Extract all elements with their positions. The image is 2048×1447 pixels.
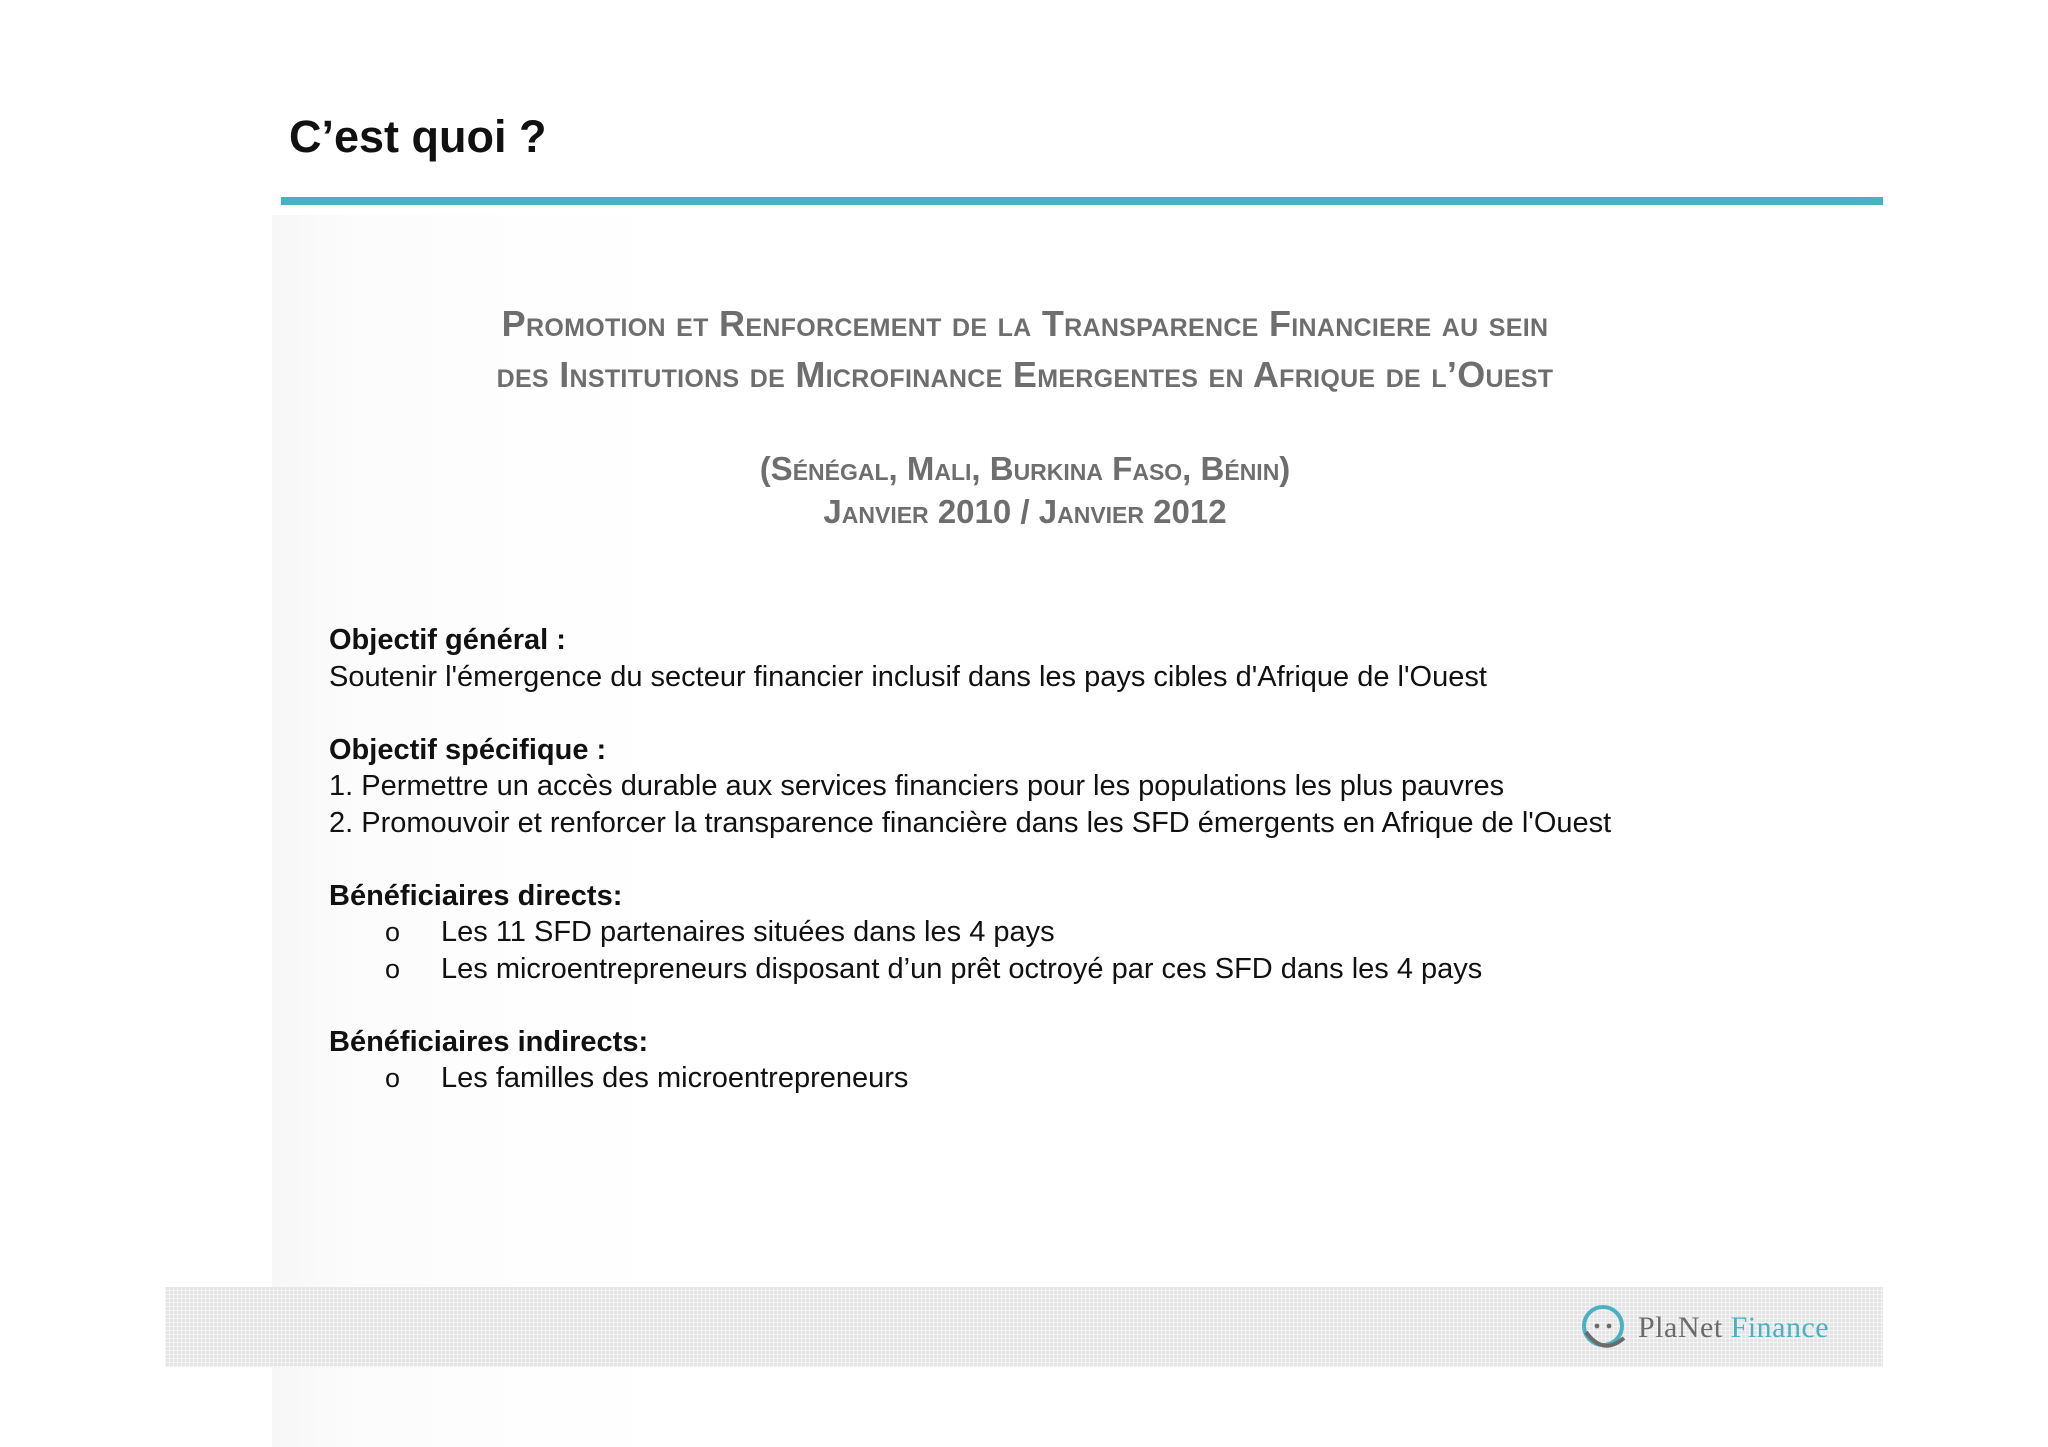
direct-beneficiaries-section <box>329 878 1809 988</box>
slide-title: C’est quoi ? <box>289 111 547 162</box>
planet-finance-logo-icon <box>1580 1298 1630 1358</box>
general-objective-text: Soutenir l'émergence du secteur financier inclusif dans les pays cibles d'Afrique de l'Ouest <box>329 660 1487 693</box>
title-divider <box>281 197 1883 205</box>
indirect-beneficiaries-section <box>329 1024 1809 1097</box>
bullet-icon: o <box>385 953 401 984</box>
logo-wordmark <box>1638 1311 1829 1345</box>
list-item-text: Les microentrepreneurs disposant d’un prêt octroyé par ces SFD dans les 4 pays <box>441 952 1483 985</box>
bullet-icon: o <box>385 917 401 947</box>
list-item <box>329 914 1809 951</box>
document-title <box>300 298 1750 400</box>
section-heading: Bénéficiaires indirects: <box>329 1025 649 1058</box>
document-body <box>329 622 1809 1133</box>
logo-name-part1: PlaNet <box>1638 1311 1723 1344</box>
general-objective-section <box>329 622 1809 695</box>
countries-line: (Sénégal, Mali, Burkina Faso, Bénin) <box>759 450 1291 487</box>
period-line: Janvier 2010 / Janvier 2012 <box>823 493 1227 530</box>
list-item: 1. Permettre un accès durable aux services financiers pour les populations les plus pauvres <box>329 770 1505 802</box>
list-item-text: Les 11 SFD partenaires situées dans les 4 pays <box>441 916 1055 948</box>
list-item: 2. Promouvoir et renforcer la transparence financière dans les SFD émergents en Afrique de l'Ouest <box>329 806 1612 839</box>
document-title-line: des Institutions de Microfinance Emergentes en Afrique de l’Ouest <box>496 354 1554 395</box>
list-item-text: Les familles des microentrepreneurs <box>441 1062 909 1094</box>
section-heading: Objectif spécifique : <box>329 733 607 766</box>
list-item <box>329 951 1809 988</box>
specific-objective-section <box>329 732 1809 842</box>
document-title-line: Promotion et Renforcement de la Transparence Financiere au sein <box>501 303 1549 344</box>
logo-name-part2: Finance <box>1730 1311 1830 1344</box>
section-heading: Objectif général : <box>329 624 566 656</box>
document-subtitle <box>300 447 1750 533</box>
bullet-icon: o <box>385 1063 401 1093</box>
section-heading: Bénéficiaires directs: <box>329 879 623 912</box>
list-item <box>329 1060 1809 1097</box>
planet-finance-logo <box>1580 1297 1848 1359</box>
